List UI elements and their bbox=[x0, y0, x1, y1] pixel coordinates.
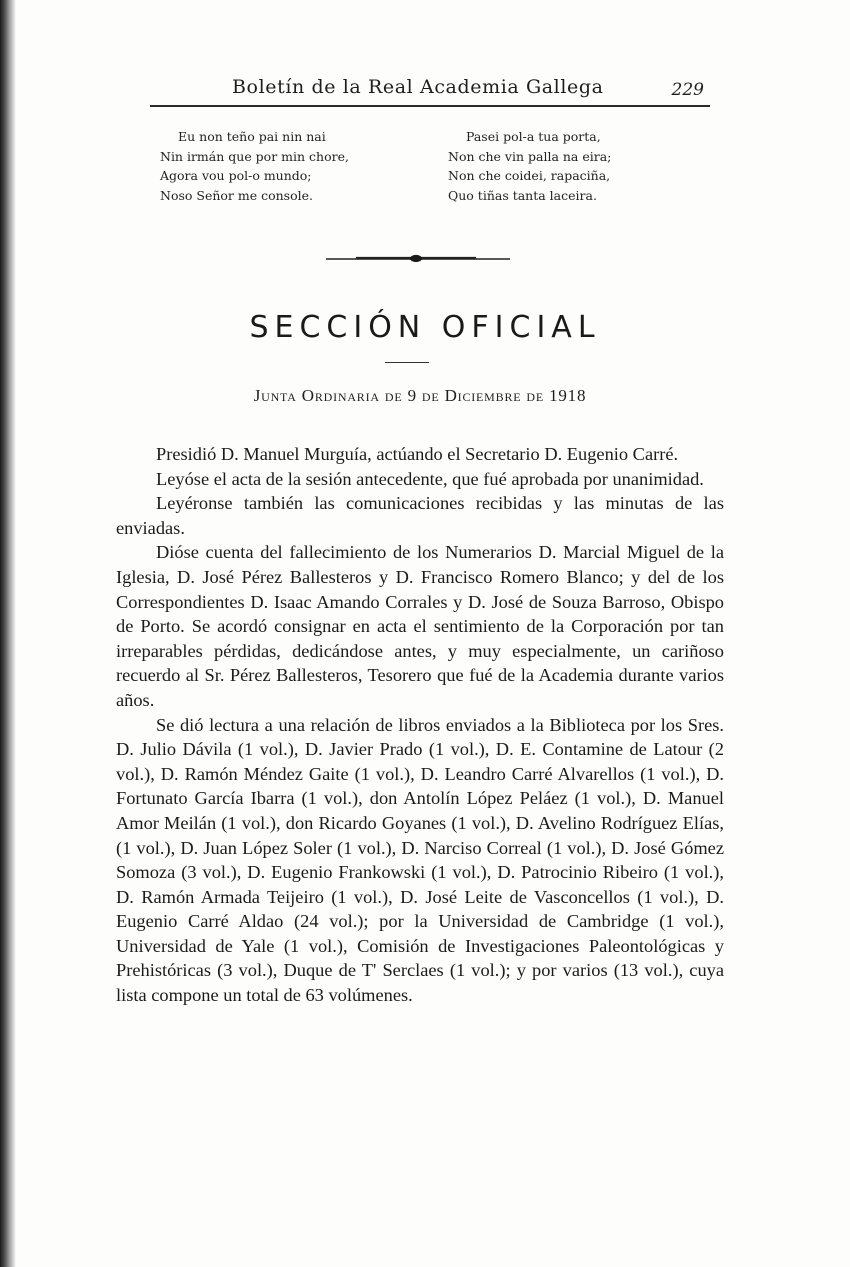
poem-line: Agora vou pol-o mundo; bbox=[160, 168, 312, 183]
section-rule bbox=[385, 362, 429, 363]
poem-line: Noso Señor me console. bbox=[160, 187, 313, 203]
paragraph: Presidió D. Manuel Murguía, actúando el Secretario D. Eugenio Carré. bbox=[156, 444, 679, 464]
poem-line: Non che coidei, rapaciña, bbox=[448, 168, 611, 183]
journal-title: Boletín de la Real Academia Gallega bbox=[232, 76, 604, 98]
paragraph: Leyéronse también las comunicaciones recibidas y las minutas de las enviadas. bbox=[116, 493, 724, 538]
poem-line: Non che vin palla na eira; bbox=[448, 148, 612, 164]
meeting-title: Junta Ordinaria de 9 de Diciembre de 1918 bbox=[253, 386, 587, 405]
book-spine-shadow bbox=[0, 0, 16, 1267]
poem-right-stanza bbox=[448, 127, 611, 205]
header-rule bbox=[150, 105, 710, 107]
body-text bbox=[116, 442, 724, 1008]
poem-line: Pasei pol-a tua porta, bbox=[466, 129, 601, 144]
page-number: 229 bbox=[671, 80, 704, 100]
section-title: SECCIÓN OFICIAL bbox=[249, 310, 601, 345]
poem-left-stanza bbox=[160, 127, 349, 205]
paragraph: Dióse cuenta del fallecimiento de los Numerarios D. Marcial Miguel de la Iglesia, D. José Pérez Ballesteros y D. Francisco Romero Blanco; y del de los Correspondientes D. Isaac Amando Corrales y D. José de Souza Barroso, Obispo de Porto. Se acordó consignar en acta el sentimiento de la Corporación por tan irreparables pérdidas, dedicándose antes, y muy especialmente, un cariñoso recuerdo al Sr. Pérez Ballesteros, Tesorero que fué de la Academia durante varios años. bbox=[116, 542, 724, 710]
poem-line: Quo tiñas tanta laceira. bbox=[448, 187, 597, 203]
ornament-divider bbox=[326, 251, 510, 267]
poem-line: Nin irmán que por min chore, bbox=[160, 148, 349, 164]
paragraph: Leyóse el acta de la sesión antecedente, que fué aprobada por unanimidad. bbox=[156, 468, 704, 489]
poem-line: Eu non teño pai nin nai bbox=[178, 129, 326, 144]
running-header bbox=[232, 74, 708, 102]
paragraph: Se dió lectura a una relación de libros enviados a la Biblioteca por los Sres. D. Julio Dávila (1 vol.), D. Javier Prado (1 vol.), D. E. Contamine de Latour (2 vol.), D. Ramón Méndez Gaite (1 vol.), D. Leandro Carré Alvarellos (1 vol.), D. Fortunato García Ibarra (1 vol.), don Antolín López Peláez (1 vol.), D. Manuel Amor Meilán (1 vol.), don Ricardo Goyanes (1 vol.), D. Avelino Rodríguez Elías, (1 vol.), D. Juan López Soler (1 vol.), D. Narciso Correal (1 vol.), D. José Gómez Somoza (3 vol.), D. Eugenio Frankowski (1 vol.), D. Patrocinio Ribeiro (1 vol.), D. Ramón Armada Teijeiro (1 vol.), D. José Leite de Vasconcellos (1 vol.), D. Eugenio Carré Aldao (24 vol.); por la Universidad de Cambridge (1 vol.), Universidad de Yale (1 vol.), Comisión de Investigaciones Paleontológicas y Prehistóricas (3 vol.), Duque de T' Serclaes (1 vol.); y por varios (13 vol.), cuya lista compone un total de 63 volúmenes. bbox=[116, 714, 724, 1006]
